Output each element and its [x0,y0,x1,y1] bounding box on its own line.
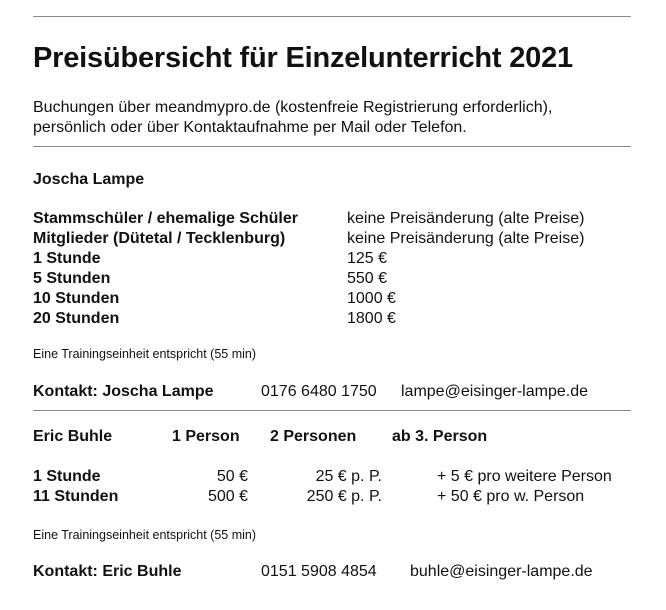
lampe-row-value: 550 € [347,270,388,287]
buhle-row-price-2: 25 € p. P. [315,468,382,485]
lampe-row-value: keine Preisänderung (alte Preise) [347,210,585,227]
lampe-row-label: 20 Stunden [33,310,120,327]
lampe-contact-label: Kontakt: Joscha Lampe [33,383,214,400]
buhle-header-3-persons: ab 3. Person [392,428,488,445]
buhle-row-price-3: + 5 € pro weitere Person [437,468,612,485]
lampe-row-label: 1 Stunde [33,250,101,267]
lampe-row-label: Stammschüler / ehemalige Schüler [33,210,298,227]
buhle-row-price-1: 50 € [216,468,248,485]
lampe-row-value: 1000 € [347,290,396,307]
top-divider [33,16,631,17]
buhle-contact-label: Kontakt: Eric Buhle [33,563,182,580]
buhle-contact-email[interactable]: buhle@eisinger-lampe.de [410,563,593,580]
lampe-note: Eine Trainingseinheit entspricht (55 min) [33,347,257,361]
lampe-contact-phone[interactable]: 0176 6480 1750 [261,383,377,400]
divider-after-intro [33,146,631,147]
intro-line-1: Buchungen über meandmypro.de (kostenfreie Registrierung erforderlich), [33,99,553,116]
lampe-row-label: Mitglieder (Dütetal / Tecklenburg) [33,230,286,247]
page-title: Preisübersicht für Einzelunterricht 2021 [33,42,573,74]
divider-between-teachers [33,410,631,411]
buhle-row-label: 11 Stunden [33,488,119,505]
lampe-contact-email[interactable]: lampe@eisinger-lampe.de [401,383,588,400]
intro-line-2: persönlich oder über Kontaktaufnahme per Mail oder Telefon. [33,119,467,136]
buhle-name: Eric Buhle [33,428,113,445]
buhle-row-price-2: 250 € p. P. [306,488,382,505]
lampe-name: Joscha Lampe [33,171,145,188]
buhle-row-label: 1 Stunde [33,468,101,485]
buhle-header-1-person: 1 Person [172,428,240,445]
buhle-row-price-3: + 50 € pro w. Person [437,488,585,505]
buhle-contact-phone[interactable]: 0151 5908 4854 [261,563,377,580]
lampe-row-value: 125 € [347,250,388,267]
buhle-note: Eine Trainingseinheit entspricht (55 min) [33,528,257,542]
lampe-row-value: keine Preisänderung (alte Preise) [347,230,585,247]
lampe-row-value: 1800 € [347,310,396,327]
buhle-row-price-1: 500 € [207,488,248,505]
lampe-row-label: 10 Stunden [33,290,120,307]
lampe-row-label: 5 Stunden [33,270,111,287]
buhle-header-2-persons: 2 Personen [270,428,357,445]
